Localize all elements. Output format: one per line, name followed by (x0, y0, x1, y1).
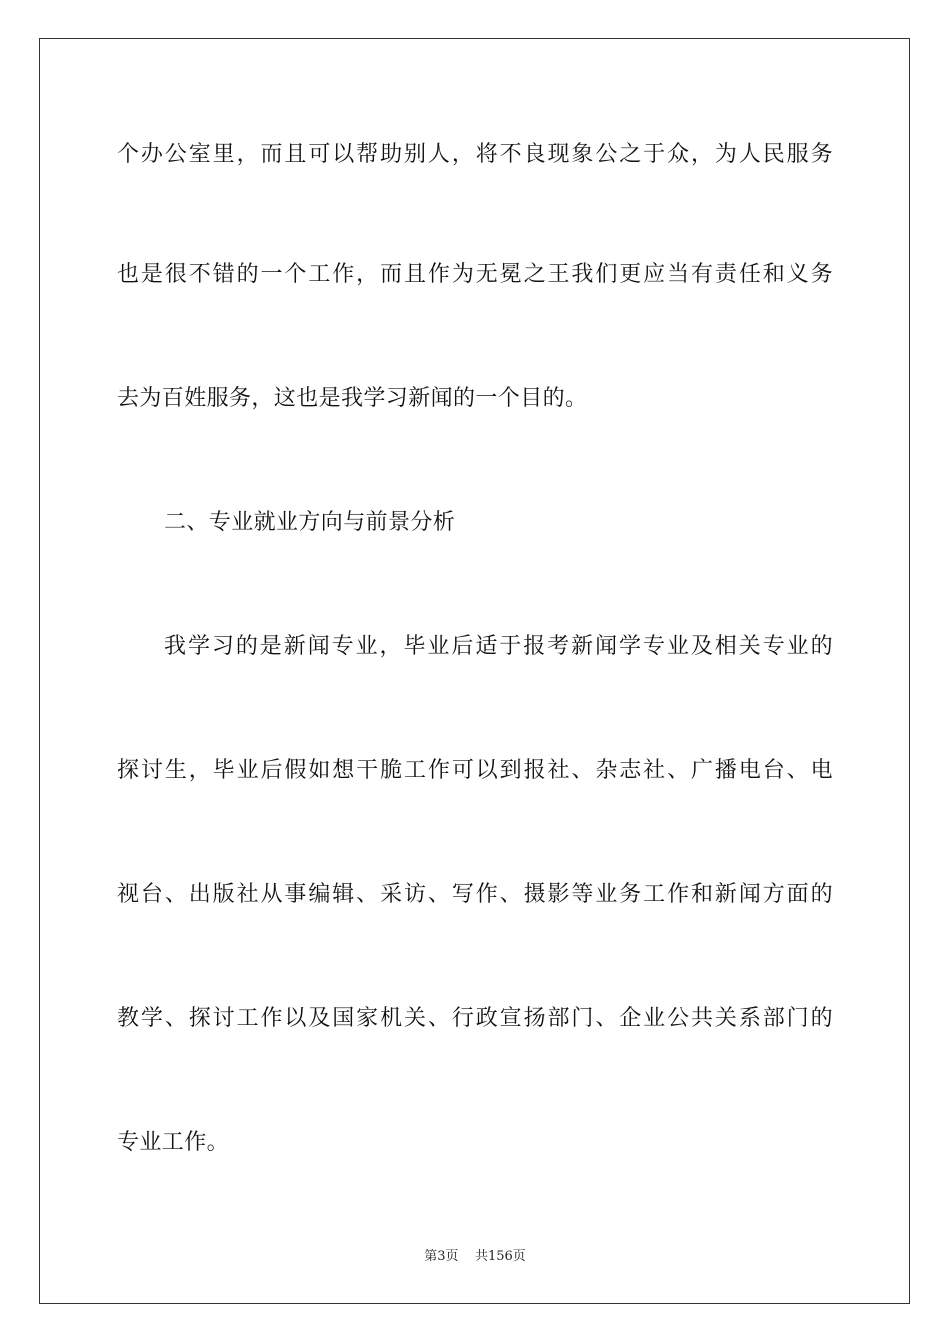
paragraph-first-line: 我学习的是新闻专业，毕业后适于报考新闻学专业及相关专业的 (164, 634, 833, 659)
page-frame (39, 38, 910, 1304)
body-text-line: 教学、探讨工作以及国家机关、行政宣扬部门、企业公共关系部门的 (117, 1006, 833, 1031)
body-text-line: 探讨生，毕业后假如想干脆工作可以到报社、杂志社、广播电台、电 (117, 758, 833, 783)
page-number-footer: 第3页 共156页 (424, 1249, 526, 1264)
body-text-line: 专业工作。 (117, 1130, 230, 1155)
body-text-line: 个办公室里，而且可以帮助别人，将不良现象公之于众，为人民服务 (117, 142, 833, 167)
body-text-line: 也是很不错的一个工作，而且作为无冕之王我们更应当有责任和义务 (117, 262, 833, 287)
body-text-line: 视台、出版社从事编辑、采访、写作、摄影等业务工作和新闻方面的 (117, 882, 833, 907)
section-heading: 二、专业就业方向与前景分析 (164, 510, 456, 535)
body-text-line: 去为百姓服务，这也是我学习新闻的一个目的。 (117, 386, 588, 411)
